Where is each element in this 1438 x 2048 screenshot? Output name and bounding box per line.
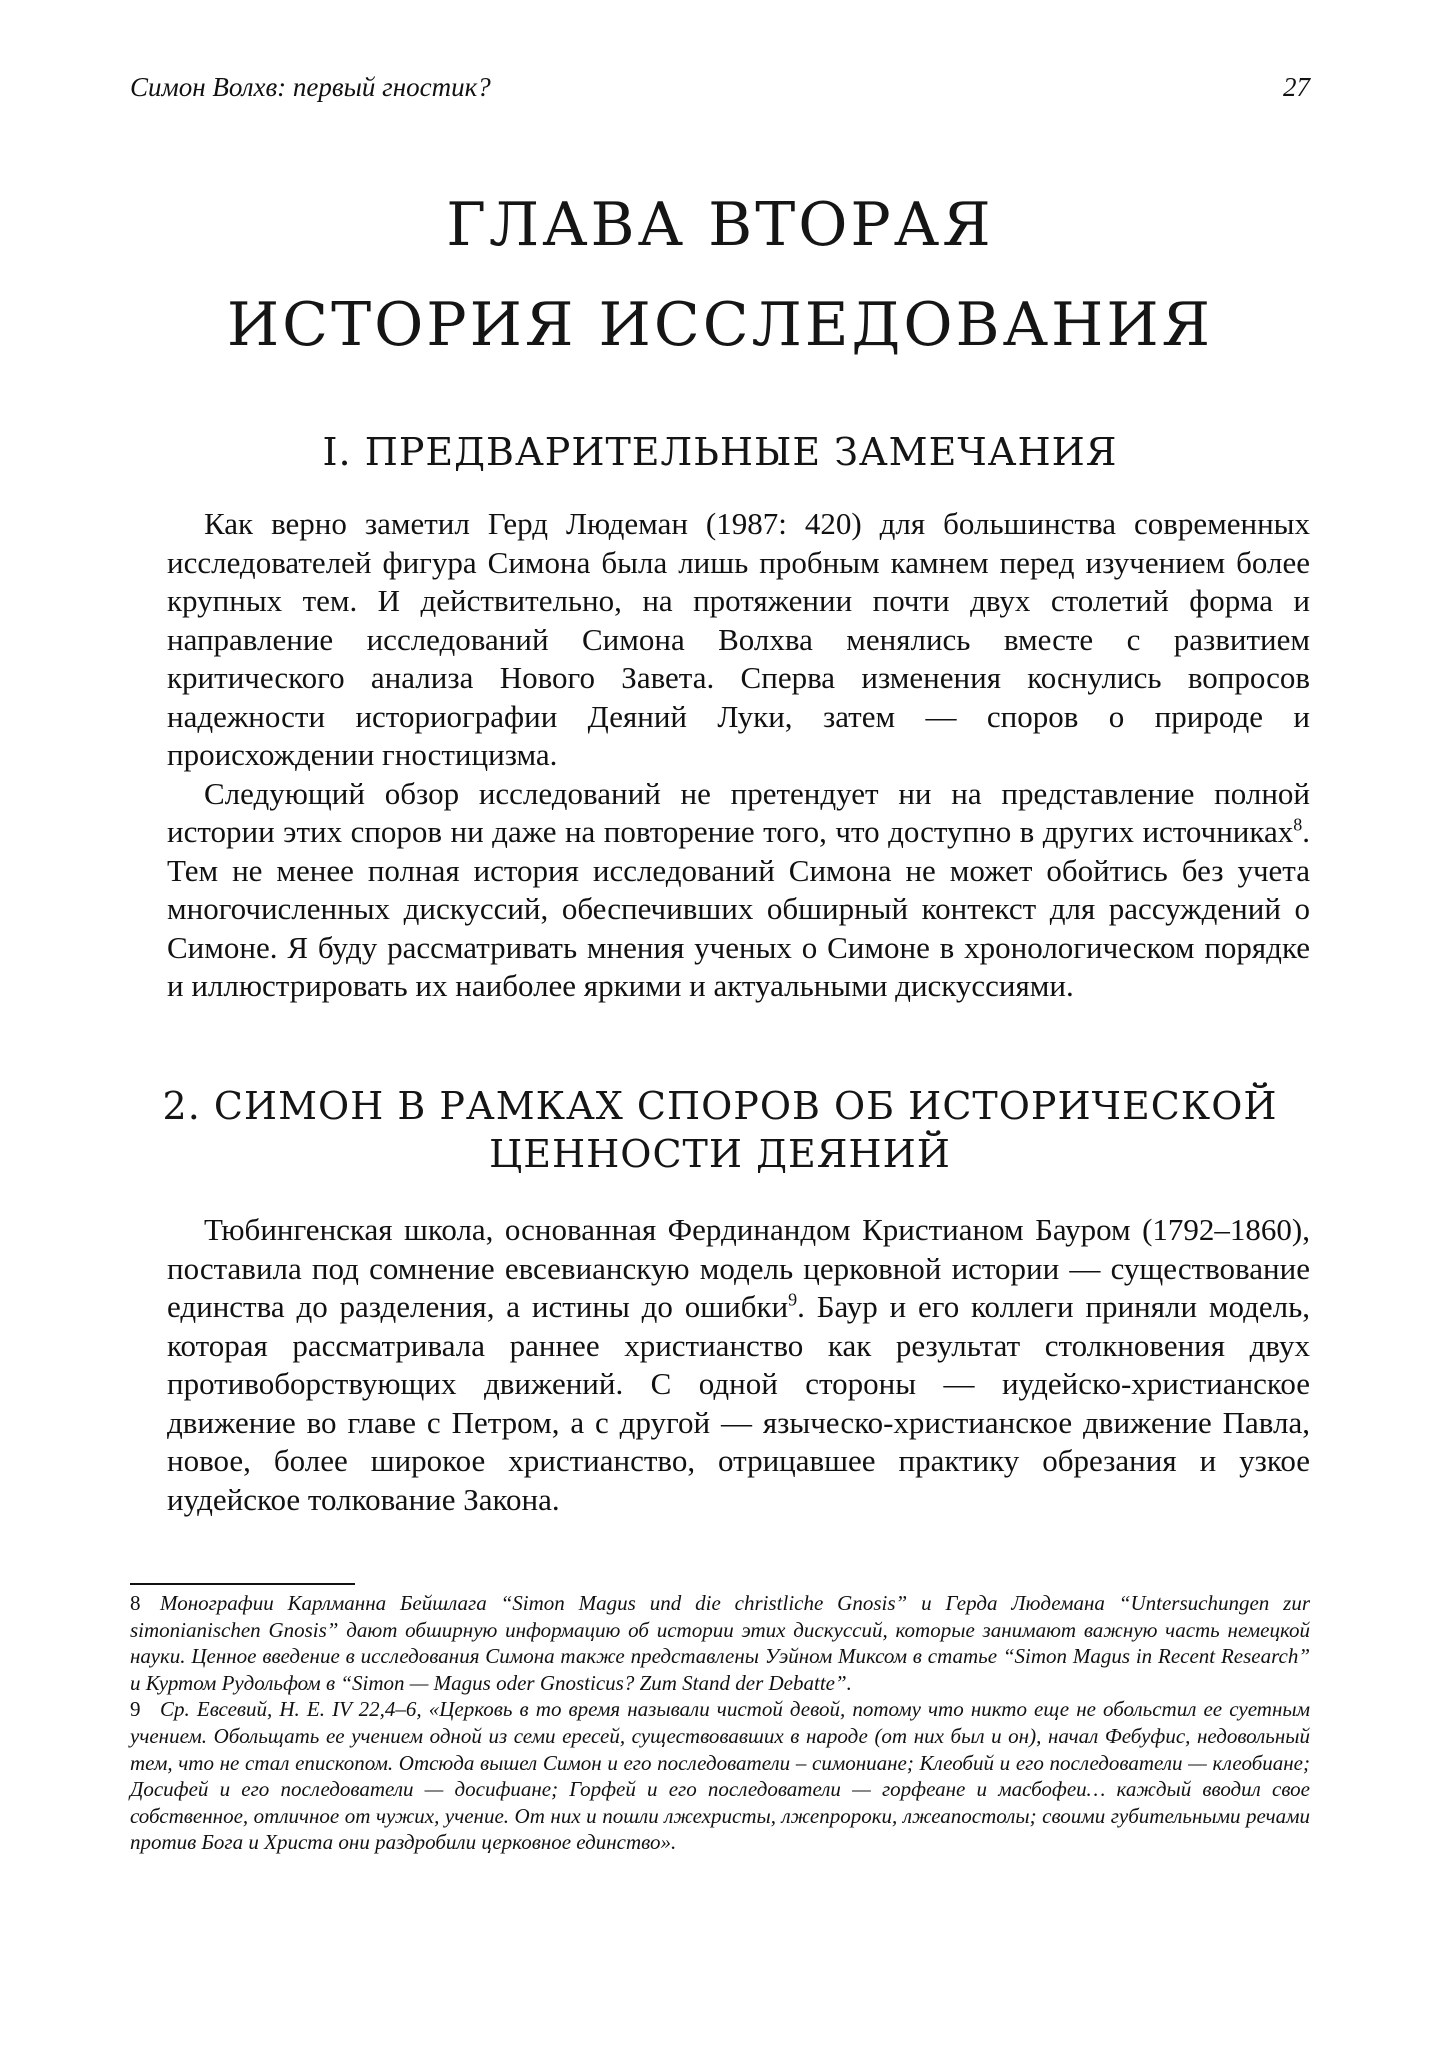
paragraph-text: Тюбингенская школа, основанная Фердинандом Кристианом Бауром (1792–1860), поставила под сомнение евсевианскую модель церковной истории — существование единства до разделения, а истины до ошибки: [167, 1212, 1310, 1324]
section-heading-line: 2. СИМОН В РАМКАХ СПОРОВ ОБ ИСТОРИЧЕСКОЙ: [162, 1084, 1278, 1128]
footnote-ref[interactable]: 8: [1293, 814, 1303, 835]
footnote-number: 9: [130, 1697, 141, 1722]
paragraph: Как верно заметил Герд Людеман (1987: 420) для большинства современных исследователей фигура Симона была лишь пробным камнем перед изучением более крупных тем. И действительно, на протяжении почти двух столетий форма и направление исследований Симона Волхва менялись вместе с развитием критического анализа Нового Завета. Сперва изменения коснулись вопросов надежности историографии Деяний Луки, затем — споров о природе и происхождении гностицизма.: [167, 506, 1310, 772]
section-body-preliminary: [167, 505, 1310, 1006]
running-head: [130, 72, 1310, 112]
paragraph-text: Следующий обзор исследований не претендует ни на представление полной истории этих споров ни даже на повторение того, что доступно в других источниках: [167, 775, 1310, 849]
footnote-text: Монографии Карлманна Бейшлага “Simon Magus und die christliche Gnosis” и Герда Людемана “Untersuchungen zur simonianischen Gnosis” дают обширную информацию об истории этих дискуссий, которые занимают важную часть немецкой науки. Ценное введение в исследования Симона также представлены Уэйном Миксом в статье “Simon Magus in Recent Research” и Куртом Рудольфом в “Simon — Magus oder Gnosticus? Zum Stand der Debatte”.: [130, 1591, 1310, 1695]
running-head-title: Симон Волхв: первый гностик?: [130, 72, 491, 102]
section-heading-preliminary: I. ПРЕДВАРИТЕЛЬНЫЕ ЗАМЕЧАНИЯ: [322, 430, 1118, 474]
footnote-ref[interactable]: 9: [788, 1289, 798, 1310]
chapter-title-heading: ИСТОРИЯ ИССЛЕДОВАНИЯ: [226, 290, 1214, 360]
chapter-number-heading: ГЛАВА ВТОРАЯ: [446, 190, 994, 260]
paragraph: [167, 1211, 1310, 1519]
section-heading-acts: [130, 1082, 1310, 1178]
paragraph-text: . Баур и его коллеги приняли модель, которая рассматривала раннее христианство как результат столкновения двух противоборствующих движений. С одной стороны — иудейско-христианское движение во главе с Петром, а с другой — языческо-христианское движение Павла, новое, более широкое христианство, отрицавшее практику обрезания и узкое иудейское толкование Закона.: [167, 1289, 1310, 1517]
footnote-number: 8: [130, 1591, 141, 1615]
footnote-separator: [130, 1583, 355, 1585]
paragraph: [167, 775, 1310, 1006]
paragraph-text: . Тем не менее полная история исследований Симона не может обойтись без учета многочисленных дискуссий, обеспечивших обширный контекст для рассуждений о Симоне. Я буду рассматривать мнения ученых о Симоне в хронологическом порядке и иллюстрировать их наиболее яркими и актуальными дискуссиями.: [167, 814, 1310, 1003]
footnotes: [130, 1590, 1310, 1856]
footnote: [130, 1590, 1310, 1696]
footnote: [130, 1696, 1310, 1856]
section-body-acts: [167, 1211, 1310, 1519]
footnote-text: Ср. Евсевий, Н. Е. IV 22,4–6, «Церковь в то время называли чистой девой, потому что никто еще не обольстил ее суетным учением. Обольщать ее учением одной из семи ересей, существовавших в народе (от них был и он), начал Фебуфис, недовольный тем, что не стал епископом. Отсюда вышел Симон и его последователи – симониане; Клеобий и его последователи — клеобиане; Досифей и его последователи — досифиане; Горфей и его последователи — горфеане и масбофеи… каждый вводил свое собственное, отличное от чужих, учение. От них и пошли лжехристы, лжепророки, лжеапостолы; своими губительными речами против Бога и Христа они раздробили церковное единство».: [130, 1697, 1310, 1855]
section-heading-line: ЦЕННОСТИ ДЕЯНИЙ: [489, 1132, 951, 1176]
page-number: 27: [1283, 72, 1310, 102]
